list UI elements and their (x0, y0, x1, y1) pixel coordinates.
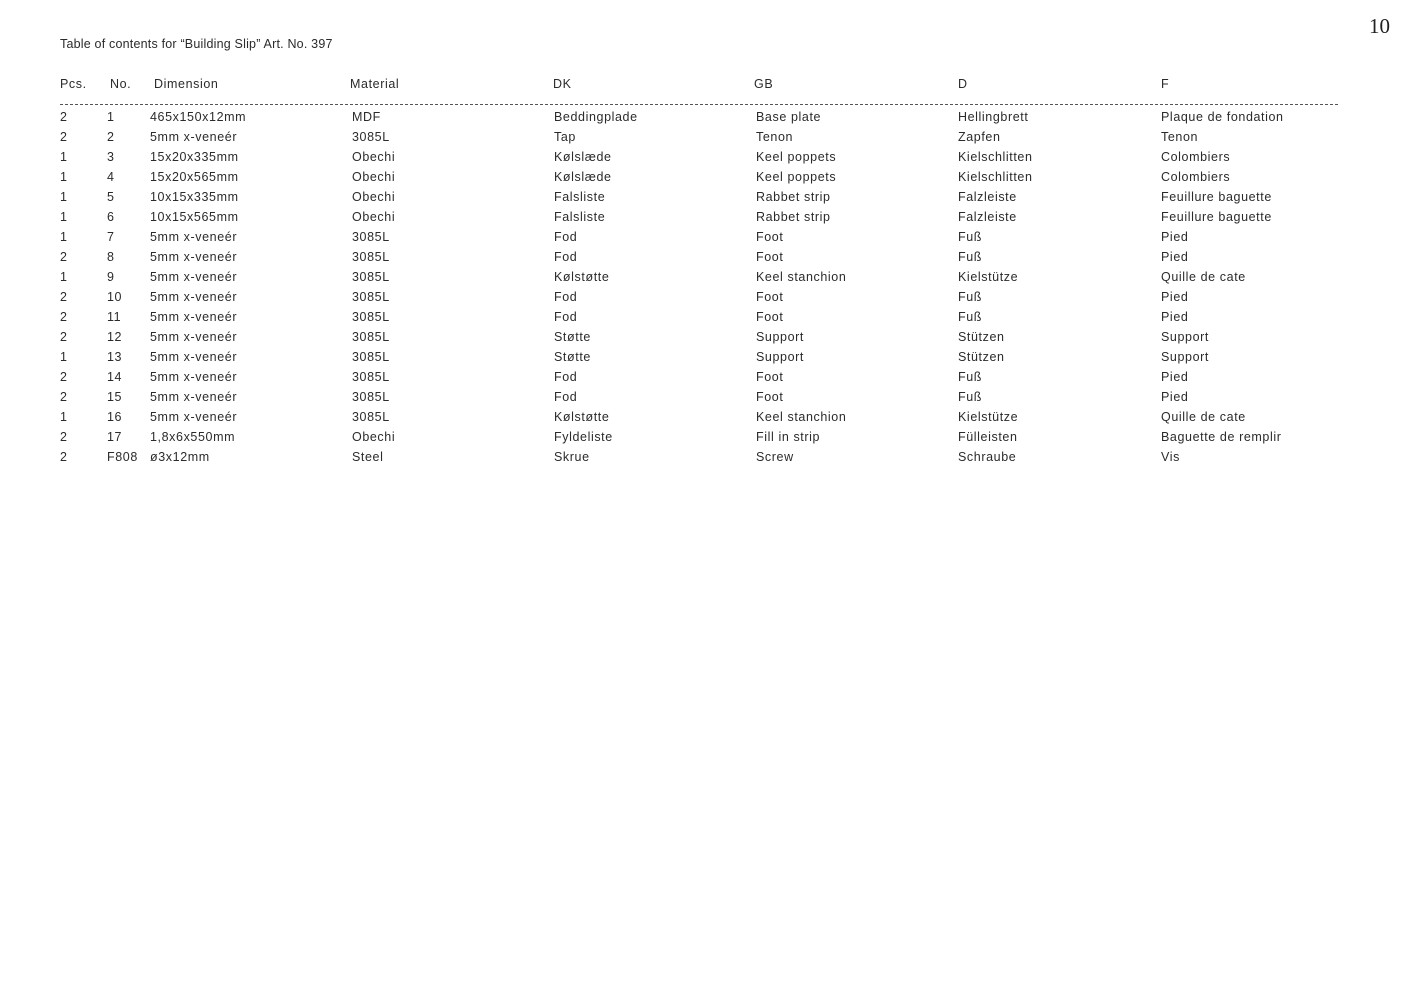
cell-material: MDF (352, 110, 381, 124)
cell-dimension: 5mm x-veneér (150, 350, 238, 364)
cell-dimension: 15x20x335mm (150, 150, 239, 164)
cell-no: 2 (107, 130, 115, 144)
cell-gb: Base plate (756, 110, 822, 124)
cell-d: Fülleisten (958, 430, 1018, 444)
cell-gb: Keel stanchion (756, 410, 847, 424)
cell-pcs: 2 (60, 370, 68, 384)
cell-d: Schraube (958, 450, 1017, 464)
cell-pcs: 1 (60, 350, 68, 364)
page-number: 10 (1369, 14, 1390, 38)
cell-pcs: 2 (60, 310, 68, 324)
cell-d: Falzleiste (958, 210, 1017, 224)
cell-d: Hellingbrett (958, 110, 1029, 124)
cell-gb: Tenon (756, 130, 794, 144)
cell-material: Obechi (352, 170, 396, 184)
cell-d: Fuß (958, 250, 983, 264)
cell-material: 3085L (352, 290, 390, 304)
cell-f: Quille de cate (1161, 270, 1246, 284)
cell-d: Fuß (958, 390, 983, 404)
cell-no: 7 (107, 230, 115, 244)
cell-no: 1 (107, 110, 115, 124)
cell-dimension: 5mm x-veneér (150, 310, 238, 324)
cell-pcs: 2 (60, 390, 68, 404)
cell-dimension: 5mm x-veneér (150, 330, 238, 344)
cell-f: Support (1161, 330, 1209, 344)
cell-dk: Kølstøtte (554, 410, 610, 424)
cell-pcs: 2 (60, 430, 68, 444)
cell-d: Fuß (958, 290, 983, 304)
cell-dk: Fod (554, 250, 578, 264)
cell-no: 14 (107, 370, 123, 384)
cell-gb: Keel poppets (756, 150, 837, 164)
parts-table (0, 109, 1403, 469)
header-divider (60, 104, 1338, 105)
cell-f: Feuillure baguette (1161, 210, 1272, 224)
cell-no: 5 (107, 190, 115, 204)
table-row (0, 269, 1403, 289)
table-row (0, 329, 1403, 349)
cell-gb: Support (756, 330, 804, 344)
cell-no: 17 (107, 430, 123, 444)
cell-dk: Fod (554, 370, 578, 384)
cell-dimension: 465x150x12mm (150, 110, 247, 124)
cell-dk: Fod (554, 310, 578, 324)
cell-f: Vis (1161, 450, 1180, 464)
header-f: F (1161, 77, 1170, 91)
table-row (0, 389, 1403, 409)
cell-f: Support (1161, 350, 1209, 364)
cell-dimension: 15x20x565mm (150, 170, 239, 184)
cell-material: 3085L (352, 230, 390, 244)
cell-d: Kielstütze (958, 270, 1019, 284)
cell-no: 8 (107, 250, 115, 264)
cell-dk: Støtte (554, 350, 591, 364)
table-row (0, 429, 1403, 449)
cell-pcs: 1 (60, 170, 68, 184)
cell-no: F808 (107, 450, 138, 464)
table-row (0, 369, 1403, 389)
cell-no: 3 (107, 150, 115, 164)
cell-f: Pied (1161, 310, 1189, 324)
table-row (0, 349, 1403, 369)
cell-material: 3085L (352, 350, 390, 364)
cell-dimension: 5mm x-veneér (150, 410, 238, 424)
cell-pcs: 2 (60, 130, 68, 144)
cell-no: 13 (107, 350, 123, 364)
cell-d: Falzleiste (958, 190, 1017, 204)
cell-dimension: 5mm x-veneér (150, 230, 238, 244)
cell-dimension: 5mm x-veneér (150, 130, 238, 144)
cell-f: Pied (1161, 390, 1189, 404)
cell-pcs: 1 (60, 230, 68, 244)
cell-pcs: 2 (60, 110, 68, 124)
table-header (0, 77, 1403, 93)
header-pcs: Pcs. (60, 77, 87, 91)
cell-gb: Keel poppets (756, 170, 837, 184)
cell-no: 6 (107, 210, 115, 224)
cell-gb: Support (756, 350, 804, 364)
cell-dk: Tap (554, 130, 576, 144)
cell-material: 3085L (352, 330, 390, 344)
cell-no: 10 (107, 290, 123, 304)
cell-d: Kielstütze (958, 410, 1019, 424)
cell-f: Quille de cate (1161, 410, 1246, 424)
table-row (0, 209, 1403, 229)
cell-gb: Foot (756, 310, 784, 324)
table-row (0, 189, 1403, 209)
page-title: Table of contents for “Building Slip” Art. No. 397 (60, 37, 333, 51)
cell-d: Fuß (958, 230, 983, 244)
table-row (0, 149, 1403, 169)
cell-gb: Foot (756, 250, 784, 264)
cell-f: Tenon (1161, 130, 1199, 144)
cell-material: Obechi (352, 430, 396, 444)
cell-dk: Kølslæde (554, 170, 612, 184)
table-row (0, 169, 1403, 189)
cell-dk: Falsliste (554, 190, 606, 204)
cell-material: 3085L (352, 390, 390, 404)
table-row (0, 289, 1403, 309)
cell-pcs: 1 (60, 150, 68, 164)
cell-gb: Rabbet strip (756, 190, 831, 204)
cell-dimension: ø3x12mm (150, 450, 210, 464)
cell-dk: Kølslæde (554, 150, 612, 164)
header-dk: DK (553, 77, 572, 91)
cell-dimension: 5mm x-veneér (150, 270, 238, 284)
cell-d: Stützen (958, 350, 1005, 364)
cell-pcs: 1 (60, 190, 68, 204)
header-d: D (958, 77, 968, 91)
cell-material: Steel (352, 450, 384, 464)
cell-pcs: 1 (60, 210, 68, 224)
cell-dk: Støtte (554, 330, 591, 344)
cell-dk: Fod (554, 230, 578, 244)
cell-pcs: 2 (60, 450, 68, 464)
cell-no: 16 (107, 410, 123, 424)
cell-pcs: 2 (60, 290, 68, 304)
cell-dk: Skrue (554, 450, 590, 464)
cell-d: Kielschlitten (958, 170, 1033, 184)
table-row (0, 249, 1403, 269)
cell-dimension: 5mm x-veneér (150, 370, 238, 384)
header-dimension: Dimension (154, 77, 219, 91)
cell-d: Fuß (958, 310, 983, 324)
cell-dk: Fyldeliste (554, 430, 613, 444)
table-row (0, 309, 1403, 329)
cell-dk: Falsliste (554, 210, 606, 224)
cell-f: Baguette de remplir (1161, 430, 1282, 444)
cell-f: Colombiers (1161, 170, 1231, 184)
header-gb: GB (754, 77, 774, 91)
cell-dimension: 5mm x-veneér (150, 250, 238, 264)
cell-f: Plaque de fondation (1161, 110, 1284, 124)
cell-dk: Kølstøtte (554, 270, 610, 284)
table-row (0, 449, 1403, 469)
cell-f: Pied (1161, 290, 1189, 304)
cell-pcs: 2 (60, 250, 68, 264)
cell-pcs: 1 (60, 410, 68, 424)
cell-dk: Fod (554, 290, 578, 304)
cell-f: Pied (1161, 250, 1189, 264)
cell-gb: Foot (756, 390, 784, 404)
cell-f: Colombiers (1161, 150, 1231, 164)
cell-dimension: 10x15x335mm (150, 190, 239, 204)
cell-pcs: 1 (60, 270, 68, 284)
cell-gb: Foot (756, 370, 784, 384)
table-row (0, 129, 1403, 149)
table-row (0, 229, 1403, 249)
table-row (0, 109, 1403, 129)
cell-no: 11 (107, 310, 122, 324)
cell-d: Fuß (958, 370, 983, 384)
cell-dk: Beddingplade (554, 110, 638, 124)
cell-dk: Fod (554, 390, 578, 404)
cell-material: 3085L (352, 250, 390, 264)
cell-gb: Foot (756, 230, 784, 244)
cell-dimension: 1,8x6x550mm (150, 430, 236, 444)
cell-material: Obechi (352, 190, 396, 204)
cell-no: 9 (107, 270, 115, 284)
cell-no: 12 (107, 330, 123, 344)
cell-pcs: 2 (60, 330, 68, 344)
cell-material: 3085L (352, 410, 390, 424)
cell-f: Pied (1161, 370, 1189, 384)
cell-dimension: 5mm x-veneér (150, 290, 238, 304)
cell-f: Pied (1161, 230, 1189, 244)
header-material: Material (350, 77, 400, 91)
cell-material: Obechi (352, 210, 396, 224)
cell-f: Feuillure baguette (1161, 190, 1272, 204)
cell-material: 3085L (352, 130, 390, 144)
table-row (0, 409, 1403, 429)
cell-dimension: 5mm x-veneér (150, 390, 238, 404)
cell-material: 3085L (352, 310, 390, 324)
cell-no: 15 (107, 390, 123, 404)
header-no: No. (110, 77, 132, 91)
cell-d: Zapfen (958, 130, 1001, 144)
cell-gb: Screw (756, 450, 794, 464)
cell-material: 3085L (352, 370, 390, 384)
cell-dimension: 10x15x565mm (150, 210, 239, 224)
cell-gb: Fill in strip (756, 430, 821, 444)
cell-gb: Keel stanchion (756, 270, 847, 284)
cell-d: Kielschlitten (958, 150, 1033, 164)
cell-material: 3085L (352, 270, 390, 284)
cell-material: Obechi (352, 150, 396, 164)
cell-d: Stützen (958, 330, 1005, 344)
cell-gb: Foot (756, 290, 784, 304)
cell-gb: Rabbet strip (756, 210, 831, 224)
cell-no: 4 (107, 170, 115, 184)
